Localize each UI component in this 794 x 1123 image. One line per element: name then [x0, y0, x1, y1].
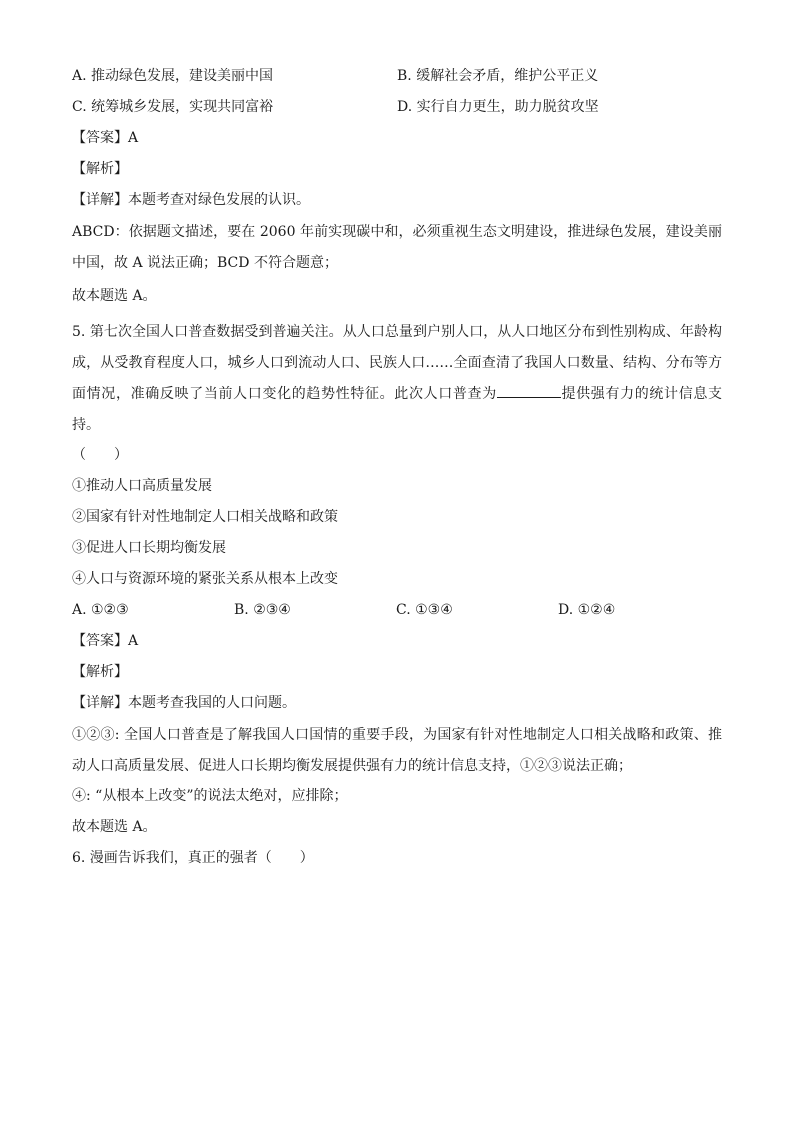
q4-options-row-2	[72, 93, 722, 124]
q6-stem: 6. 漫画告诉我们，真正的强者（ ）	[72, 850, 314, 866]
q5-explanation-1: ①②③: 全国人口普查是了解我国人口国情的重要手段，为国家有针对性地制定人口相关战略和政策、推动人口高质量发展、促进人口长期均衡发展提供强有力的统计信息支持，①②③说法正确；	[72, 727, 722, 774]
q5-item-4: ④人口与资源环境的紧张关系从根本上改变	[72, 571, 338, 587]
q5-answer-blank	[497, 382, 561, 398]
q5-stem-text: 5. 第七次全国人口普查数据受到普遍关注。从人口总量到户别人口，从人口地区分布到性别构成、年龄构成，从受教育程度人口，城乡人口到流动人口、民族人口……全面查清了我国人口数量、结构、分布等方面情况，准确反映了当前人口变化的趋势性特征。此次人口普查为	[72, 324, 722, 402]
q5-option-a: A. ①②③	[72, 602, 129, 618]
q5-conclusion: 故本题选 A。	[72, 819, 157, 835]
q5-item-2: ②国家有针对性地制定人口相关战略和政策	[72, 509, 338, 525]
q5-stem-tail: 提供强有力的统计信息支持。	[72, 386, 723, 433]
q4-detail: 【详解】本题考查对绿色发展的认识。	[72, 192, 310, 208]
q5-detail: 【详解】本题考查我国的人口问题。	[72, 695, 296, 711]
q5-analysis-title: 【解析】	[72, 664, 128, 680]
q4-option-c: C. 统筹城乡发展，实现共同富裕	[72, 99, 274, 115]
q4-option-a: A. 推动绿色发展，建设美丽中国	[72, 68, 274, 84]
q5-option-b: B. ②③④	[234, 602, 291, 618]
q5-item-1: ①推动人口高质量发展	[72, 478, 212, 494]
q5-stem	[72, 317, 722, 441]
exam-page	[72, 62, 722, 875]
q5-bracket: （ ）	[72, 447, 128, 463]
q5-option-d: D. ①②④	[558, 602, 616, 618]
q4-analysis-title: 【解析】	[72, 161, 128, 177]
q5-option-c: C. ①③④	[396, 602, 453, 618]
q4-options-row-1	[72, 62, 722, 93]
q5-explanation-2: ④: “从根本上改变”的说法太绝对，应排除；	[72, 788, 348, 804]
q4-option-d: D. 实行自力更生，助力脱贫攻坚	[397, 99, 599, 115]
q5-options-row	[72, 596, 722, 627]
q4-answer: 【答案】A	[72, 130, 139, 146]
q5-item-3: ③促进人口长期均衡发展	[72, 540, 226, 556]
q4-conclusion: 故本题选 A。	[72, 288, 157, 304]
q5-answer: 【答案】A	[72, 633, 139, 649]
q4-explanation: ABCD：依据题文描述，要在 2060 年前实现碳中和，必须重视生态文明建设，推进绿色发展，建设美丽中国，故 A 说法正确；BCD 不符合题意；	[72, 224, 722, 271]
q4-option-b: B. 缓解社会矛盾，维护公平正义	[397, 68, 599, 84]
